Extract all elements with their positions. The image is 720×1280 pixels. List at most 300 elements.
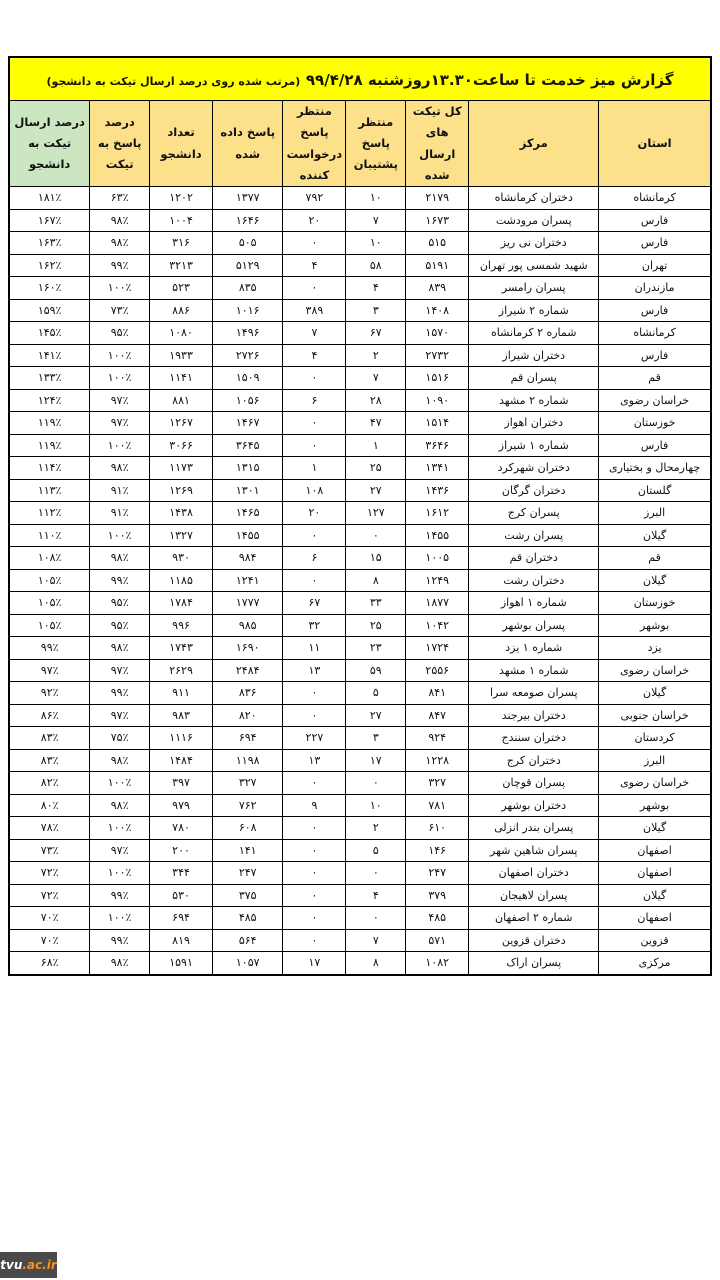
cell-waiting-support: ۵۹ — [346, 659, 406, 682]
table-row — [9, 749, 711, 772]
cell-pct-sent: ۱۱۹٪ — [9, 434, 90, 457]
cell-center: شماره ۲ اصفهان — [469, 907, 599, 930]
cell-pct-answered: ۹۸٪ — [90, 794, 150, 817]
col-header-answered: پاسخ داده شده — [213, 101, 283, 187]
cell-center: شماره ۲ مشهد — [469, 389, 599, 412]
cell-students: ۲۶۲۹ — [149, 659, 212, 682]
cell-waiting-requester: ۰ — [283, 772, 346, 795]
cell-pct-sent: ۱۳۳٪ — [9, 367, 90, 390]
cell-pct-sent: ۱۵۹٪ — [9, 299, 90, 322]
cell-students: ۳۴۴ — [149, 862, 212, 885]
cell-waiting-support: ۰ — [346, 907, 406, 930]
cell-answered: ۲۴۸۴ — [213, 659, 283, 682]
cell-pct-answered: ۱۰۰٪ — [90, 817, 150, 840]
cell-pct-answered: ۹۹٪ — [90, 569, 150, 592]
cell-waiting-support: ۴ — [346, 884, 406, 907]
cell-waiting-requester: ۴ — [283, 254, 346, 277]
header-row — [9, 101, 711, 187]
cell-answered: ۸۳۶ — [213, 682, 283, 705]
cell-center: دختران بوشهر — [469, 794, 599, 817]
cell-center: شماره ۲ کرمانشاه — [469, 322, 599, 345]
cell-waiting-support: ۲۵ — [346, 614, 406, 637]
cell-waiting-requester: ۰ — [283, 524, 346, 547]
cell-total-tickets: ۲۴۷ — [406, 862, 469, 885]
cell-waiting-support: ۶۷ — [346, 322, 406, 345]
cell-province: یزد — [599, 637, 711, 660]
cell-students: ۱۲۶۹ — [149, 479, 212, 502]
cell-pct-sent: ۹۲٪ — [9, 682, 90, 705]
cell-waiting-support: ۳ — [346, 727, 406, 750]
table-row — [9, 547, 711, 570]
cell-pct-answered: ۷۳٪ — [90, 299, 150, 322]
table-body — [9, 187, 711, 975]
cell-center: پسران مرودشت — [469, 209, 599, 232]
cell-waiting-support: ۸ — [346, 952, 406, 975]
cell-waiting-requester: ۱۳ — [283, 659, 346, 682]
col-header-province: استان — [599, 101, 711, 187]
table-row — [9, 614, 711, 637]
cell-total-tickets: ۱۴۰۸ — [406, 299, 469, 322]
cell-pct-sent: ۱۶۷٪ — [9, 209, 90, 232]
cell-waiting-support: ۱۵ — [346, 547, 406, 570]
cell-pct-sent: ۱۰۵٪ — [9, 614, 90, 637]
cell-waiting-support: ۲۸ — [346, 389, 406, 412]
cell-province: گیلان — [599, 884, 711, 907]
cell-total-tickets: ۱۰۰۵ — [406, 547, 469, 570]
cell-pct-answered: ۹۱٪ — [90, 502, 150, 525]
cell-pct-answered: ۱۰۰٪ — [90, 277, 150, 300]
cell-province: خوزستان — [599, 412, 711, 435]
cell-total-tickets: ۳۷۹ — [406, 884, 469, 907]
cell-pct-answered: ۹۹٪ — [90, 254, 150, 277]
table-row — [9, 367, 711, 390]
cell-answered: ۳۲۷ — [213, 772, 283, 795]
cell-students: ۵۳۰ — [149, 884, 212, 907]
cell-total-tickets: ۱۴۵۵ — [406, 524, 469, 547]
cell-waiting-support: ۷ — [346, 929, 406, 952]
table-row — [9, 682, 711, 705]
cell-waiting-support: ۰ — [346, 524, 406, 547]
cell-center: دختران شیراز — [469, 344, 599, 367]
cell-total-tickets: ۲۵۵۶ — [406, 659, 469, 682]
cell-province: خراسان رضوی — [599, 389, 711, 412]
cell-waiting-requester: ۰ — [283, 839, 346, 862]
cell-center: دختران سنندج — [469, 727, 599, 750]
cell-students: ۱۰۰۴ — [149, 209, 212, 232]
cell-province: قم — [599, 367, 711, 390]
cell-answered: ۳۷۵ — [213, 884, 283, 907]
table-row — [9, 659, 711, 682]
cell-province: تهران — [599, 254, 711, 277]
cell-waiting-support: ۸ — [346, 569, 406, 592]
cell-province: گیلان — [599, 524, 711, 547]
cell-waiting-requester: ۰ — [283, 569, 346, 592]
cell-center: پسران بندر انزلی — [469, 817, 599, 840]
cell-center: پسران رامسر — [469, 277, 599, 300]
cell-waiting-support: ۲۷ — [346, 479, 406, 502]
cell-total-tickets: ۲۷۳۲ — [406, 344, 469, 367]
cell-answered: ۱۶۹۰ — [213, 637, 283, 660]
cell-pct-answered: ۱۰۰٪ — [90, 367, 150, 390]
cell-total-tickets: ۱۵۷۰ — [406, 322, 469, 345]
cell-total-tickets: ۵۷۱ — [406, 929, 469, 952]
report-table — [8, 56, 712, 976]
cell-center: شماره ۱ اهواز — [469, 592, 599, 615]
cell-province: خراسان رضوی — [599, 659, 711, 682]
cell-province: قزوین — [599, 929, 711, 952]
cell-pct-answered: ۹۹٪ — [90, 884, 150, 907]
cell-waiting-requester: ۳۸۹ — [283, 299, 346, 322]
cell-center: دختران نی ریز — [469, 232, 599, 255]
cell-waiting-requester: ۰ — [283, 277, 346, 300]
cell-students: ۶۹۴ — [149, 907, 212, 930]
cell-pct-answered: ۹۷٪ — [90, 839, 150, 862]
cell-pct-sent: ۱۱۲٪ — [9, 502, 90, 525]
cell-pct-answered: ۱۰۰٪ — [90, 524, 150, 547]
cell-pct-sent: ۱۰۵٪ — [9, 569, 90, 592]
cell-waiting-support: ۱۰ — [346, 794, 406, 817]
cell-waiting-requester: ۲۰ — [283, 502, 346, 525]
cell-waiting-support: ۵۸ — [346, 254, 406, 277]
cell-pct-sent: ۱۶۰٪ — [9, 277, 90, 300]
cell-answered: ۹۸۴ — [213, 547, 283, 570]
cell-waiting-support: ۲ — [346, 344, 406, 367]
cell-students: ۳۹۷ — [149, 772, 212, 795]
cell-waiting-support: ۱ — [346, 434, 406, 457]
table-row — [9, 389, 711, 412]
cell-waiting-requester: ۰ — [283, 907, 346, 930]
cell-total-tickets: ۱۲۴۹ — [406, 569, 469, 592]
cell-answered: ۵۰۵ — [213, 232, 283, 255]
cell-waiting-support: ۱۰ — [346, 232, 406, 255]
cell-province: قم — [599, 547, 711, 570]
cell-waiting-requester: ۰ — [283, 412, 346, 435]
cell-students: ۲۰۰ — [149, 839, 212, 862]
cell-waiting-requester: ۰ — [283, 929, 346, 952]
cell-students: ۷۸۰ — [149, 817, 212, 840]
cell-pct-answered: ۹۸٪ — [90, 952, 150, 975]
cell-answered: ۱۴۵۵ — [213, 524, 283, 547]
cell-center: پسران بوشهر — [469, 614, 599, 637]
cell-answered: ۴۸۵ — [213, 907, 283, 930]
cell-waiting-requester: ۱۱ — [283, 637, 346, 660]
cell-pct-sent: ۸۳٪ — [9, 727, 90, 750]
cell-total-tickets: ۳۲۷ — [406, 772, 469, 795]
col-header-pct-answered: درصد پاسخ به تیکت — [90, 101, 150, 187]
cell-pct-answered: ۹۸٪ — [90, 232, 150, 255]
cell-province: کرمانشاه — [599, 322, 711, 345]
cell-waiting-requester: ۱۳ — [283, 749, 346, 772]
cell-waiting-support: ۵ — [346, 682, 406, 705]
cell-waiting-support: ۷ — [346, 367, 406, 390]
cell-waiting-requester: ۶۷ — [283, 592, 346, 615]
cell-waiting-requester: ۰ — [283, 682, 346, 705]
cell-pct-answered: ۱۰۰٪ — [90, 772, 150, 795]
cell-students: ۱۱۷۳ — [149, 457, 212, 480]
cell-students: ۱۱۱۶ — [149, 727, 212, 750]
cell-waiting-support: ۲ — [346, 817, 406, 840]
cell-pct-sent: ۷۲٪ — [9, 862, 90, 885]
cell-center: شماره ۱ یزد — [469, 637, 599, 660]
table-row — [9, 299, 711, 322]
cell-center: دختران کرج — [469, 749, 599, 772]
cell-pct-sent: ۸۰٪ — [9, 794, 90, 817]
cell-waiting-support: ۴ — [346, 277, 406, 300]
cell-total-tickets: ۱۳۴۱ — [406, 457, 469, 480]
cell-center: شماره ۲ شیراز — [469, 299, 599, 322]
cell-province: فارس — [599, 344, 711, 367]
cell-answered: ۸۲۰ — [213, 704, 283, 727]
cell-pct-answered: ۹۹٪ — [90, 929, 150, 952]
cell-students: ۹۸۳ — [149, 704, 212, 727]
cell-answered: ۱۴۹۶ — [213, 322, 283, 345]
cell-answered: ۱۵۰۹ — [213, 367, 283, 390]
cell-pct-sent: ۱۱۴٪ — [9, 457, 90, 480]
cell-students: ۱۵۹۱ — [149, 952, 212, 975]
cell-pct-sent: ۱۲۴٪ — [9, 389, 90, 412]
cell-province: خراسان رضوی — [599, 772, 711, 795]
cell-pct-answered: ۹۸٪ — [90, 637, 150, 660]
cell-answered: ۱۱۹۸ — [213, 749, 283, 772]
table-row — [9, 794, 711, 817]
cell-total-tickets: ۸۴۷ — [406, 704, 469, 727]
cell-waiting-support: ۱۷ — [346, 749, 406, 772]
cell-center: شماره ۱ شیراز — [469, 434, 599, 457]
cell-center: شهید شمسی پور تهران — [469, 254, 599, 277]
cell-waiting-support: ۰ — [346, 772, 406, 795]
cell-students: ۱۴۳۸ — [149, 502, 212, 525]
cell-waiting-support: ۴۷ — [346, 412, 406, 435]
table-row — [9, 839, 711, 862]
cell-waiting-support: ۱۰ — [346, 187, 406, 210]
cell-center: پسران صومعه سرا — [469, 682, 599, 705]
cell-pct-sent: ۱۶۲٪ — [9, 254, 90, 277]
cell-waiting-requester: ۱۷ — [283, 952, 346, 975]
cell-pct-answered: ۹۱٪ — [90, 479, 150, 502]
cell-answered: ۲۷۲۶ — [213, 344, 283, 367]
cell-center: پسران قوچان — [469, 772, 599, 795]
cell-province: فارس — [599, 232, 711, 255]
cell-waiting-support: ۲۷ — [346, 704, 406, 727]
table-row — [9, 929, 711, 952]
cell-pct-answered: ۹۸٪ — [90, 209, 150, 232]
cell-center: پسران قم — [469, 367, 599, 390]
cell-students: ۱۱۸۵ — [149, 569, 212, 592]
cell-province: اصفهان — [599, 907, 711, 930]
cell-pct-answered: ۹۸٪ — [90, 547, 150, 570]
cell-province: کردستان — [599, 727, 711, 750]
cell-pct-sent: ۷۲٪ — [9, 884, 90, 907]
cell-pct-sent: ۸۲٪ — [9, 772, 90, 795]
cell-province: گیلان — [599, 817, 711, 840]
cell-waiting-requester: ۰ — [283, 817, 346, 840]
cell-center: پسران کرج — [469, 502, 599, 525]
table-row — [9, 209, 711, 232]
cell-students: ۱۱۴۱ — [149, 367, 212, 390]
cell-waiting-requester: ۱ — [283, 457, 346, 480]
cell-total-tickets: ۱۰۹۰ — [406, 389, 469, 412]
cell-answered: ۱۳۷۷ — [213, 187, 283, 210]
cell-province: اصفهان — [599, 862, 711, 885]
cell-pct-sent: ۱۸۱٪ — [9, 187, 90, 210]
cell-waiting-requester: ۳۲ — [283, 614, 346, 637]
cell-total-tickets: ۱۵۱۴ — [406, 412, 469, 435]
table-row — [9, 479, 711, 502]
cell-answered: ۱۴۶۵ — [213, 502, 283, 525]
watermark-suffix: .ac.ir — [22, 1258, 57, 1272]
cell-province: گیلان — [599, 682, 711, 705]
cell-pct-answered: ۹۷٪ — [90, 412, 150, 435]
cell-pct-sent: ۱۱۹٪ — [9, 412, 90, 435]
cell-total-tickets: ۲۱۷۹ — [406, 187, 469, 210]
cell-students: ۸۸۶ — [149, 299, 212, 322]
cell-students: ۳۲۱۳ — [149, 254, 212, 277]
cell-answered: ۵۶۴ — [213, 929, 283, 952]
table-row — [9, 344, 711, 367]
cell-answered: ۶۰۸ — [213, 817, 283, 840]
cell-waiting-support: ۳۳ — [346, 592, 406, 615]
cell-province: بوشهر — [599, 794, 711, 817]
cell-waiting-requester: ۶ — [283, 389, 346, 412]
cell-waiting-requester: ۷۹۲ — [283, 187, 346, 210]
col-header-center: مرکز — [469, 101, 599, 187]
cell-answered: ۶۹۴ — [213, 727, 283, 750]
table-row — [9, 457, 711, 480]
cell-total-tickets: ۵۱۵ — [406, 232, 469, 255]
table-row — [9, 637, 711, 660]
table-row — [9, 907, 711, 930]
cell-waiting-support: ۱۲۷ — [346, 502, 406, 525]
cell-center: دختران گرگان — [469, 479, 599, 502]
cell-waiting-requester: ۷ — [283, 322, 346, 345]
cell-pct-sent: ۷۳٪ — [9, 839, 90, 862]
cell-pct-answered: ۹۵٪ — [90, 592, 150, 615]
cell-waiting-requester: ۹ — [283, 794, 346, 817]
cell-center: پسران رشت — [469, 524, 599, 547]
cell-answered: ۹۸۵ — [213, 614, 283, 637]
cell-students: ۳۱۶ — [149, 232, 212, 255]
cell-center: دختران رشت — [469, 569, 599, 592]
cell-students: ۱۴۸۴ — [149, 749, 212, 772]
report-title-note: (مرتب شده روی درصد ارسال تیکت به دانشجو) — [46, 74, 301, 88]
cell-total-tickets: ۸۴۱ — [406, 682, 469, 705]
cell-province: بوشهر — [599, 614, 711, 637]
cell-total-tickets: ۱۴۳۶ — [406, 479, 469, 502]
table-row — [9, 592, 711, 615]
cell-answered: ۱۳۰۱ — [213, 479, 283, 502]
cell-waiting-requester: ۰ — [283, 884, 346, 907]
report-title-main: گزارش میز خدمت تا ساعت۱۳.۳۰روزشنبه ۹۹/۴/۲۸ — [305, 70, 674, 89]
cell-waiting-requester: ۰ — [283, 434, 346, 457]
col-header-waiting-support: منتظر پاسخ پشتیبان — [346, 101, 406, 187]
cell-pct-answered: ۹۷٪ — [90, 659, 150, 682]
cell-province: اصفهان — [599, 839, 711, 862]
cell-answered: ۱۷۷۷ — [213, 592, 283, 615]
cell-waiting-requester: ۱۰۸ — [283, 479, 346, 502]
cell-answered: ۱۳۱۵ — [213, 457, 283, 480]
cell-waiting-requester: ۲۰ — [283, 209, 346, 232]
cell-waiting-requester: ۰ — [283, 862, 346, 885]
cell-pct-sent: ۹۷٪ — [9, 659, 90, 682]
table-row — [9, 704, 711, 727]
cell-province: خراسان جنوبی — [599, 704, 711, 727]
table-row — [9, 277, 711, 300]
cell-total-tickets: ۱۸۷۷ — [406, 592, 469, 615]
cell-pct-sent: ۱۴۵٪ — [9, 322, 90, 345]
table-row — [9, 569, 711, 592]
cell-pct-sent: ۸۶٪ — [9, 704, 90, 727]
cell-pct-answered: ۶۳٪ — [90, 187, 150, 210]
cell-answered: ۸۳۵ — [213, 277, 283, 300]
table-row — [9, 412, 711, 435]
cell-center: پسران اراک — [469, 952, 599, 975]
cell-waiting-support: ۳ — [346, 299, 406, 322]
cell-pct-sent: ۷۸٪ — [9, 817, 90, 840]
cell-province: فارس — [599, 434, 711, 457]
cell-waiting-support: ۰ — [346, 862, 406, 885]
cell-waiting-requester: ۲۲۷ — [283, 727, 346, 750]
table-row — [9, 952, 711, 975]
cell-answered: ۲۴۷ — [213, 862, 283, 885]
cell-answered: ۱۰۵۷ — [213, 952, 283, 975]
table-row — [9, 524, 711, 547]
cell-total-tickets: ۱۷۲۴ — [406, 637, 469, 660]
cell-answered: ۱۴۱ — [213, 839, 283, 862]
table-row — [9, 772, 711, 795]
cell-students: ۱۲۶۷ — [149, 412, 212, 435]
cell-center: دختران شهرکرد — [469, 457, 599, 480]
cell-pct-answered: ۱۰۰٪ — [90, 862, 150, 885]
cell-center: پسران لاهیجان — [469, 884, 599, 907]
cell-total-tickets: ۱۲۲۸ — [406, 749, 469, 772]
cell-total-tickets: ۶۱۰ — [406, 817, 469, 840]
cell-center: دختران اصفهان — [469, 862, 599, 885]
cell-pct-sent: ۱۰۵٪ — [9, 592, 90, 615]
cell-pct-answered: ۹۵٪ — [90, 614, 150, 637]
cell-province: گیلان — [599, 569, 711, 592]
title-row — [9, 57, 711, 101]
cell-waiting-support: ۷ — [346, 209, 406, 232]
cell-pct-answered: ۷۵٪ — [90, 727, 150, 750]
table-row — [9, 434, 711, 457]
cell-waiting-requester: ۰ — [283, 367, 346, 390]
cell-province: کرمانشاه — [599, 187, 711, 210]
cell-pct-sent: ۱۰۸٪ — [9, 547, 90, 570]
cell-province: البرز — [599, 749, 711, 772]
cell-students: ۱۷۴۳ — [149, 637, 212, 660]
table-row — [9, 187, 711, 210]
table-row — [9, 862, 711, 885]
cell-students: ۹۱۱ — [149, 682, 212, 705]
cell-answered: ۵۱۲۹ — [213, 254, 283, 277]
col-header-pct-sent: درصد ارسال تیکت به دانشجو — [9, 101, 90, 187]
cell-pct-answered: ۹۹٪ — [90, 682, 150, 705]
cell-pct-answered: ۹۸٪ — [90, 457, 150, 480]
cell-province: خوزستان — [599, 592, 711, 615]
cell-province: فارس — [599, 299, 711, 322]
cell-waiting-support: ۵ — [346, 839, 406, 862]
cell-center: دختران کرمانشاه — [469, 187, 599, 210]
cell-students: ۱۰۸۰ — [149, 322, 212, 345]
cell-pct-sent: ۹۹٪ — [9, 637, 90, 660]
table-row — [9, 232, 711, 255]
cell-province: فارس — [599, 209, 711, 232]
cell-center: شماره ۱ مشهد — [469, 659, 599, 682]
cell-total-tickets: ۹۲۴ — [406, 727, 469, 750]
cell-answered: ۱۴۶۷ — [213, 412, 283, 435]
cell-students: ۵۲۳ — [149, 277, 212, 300]
cell-waiting-requester: ۴ — [283, 344, 346, 367]
